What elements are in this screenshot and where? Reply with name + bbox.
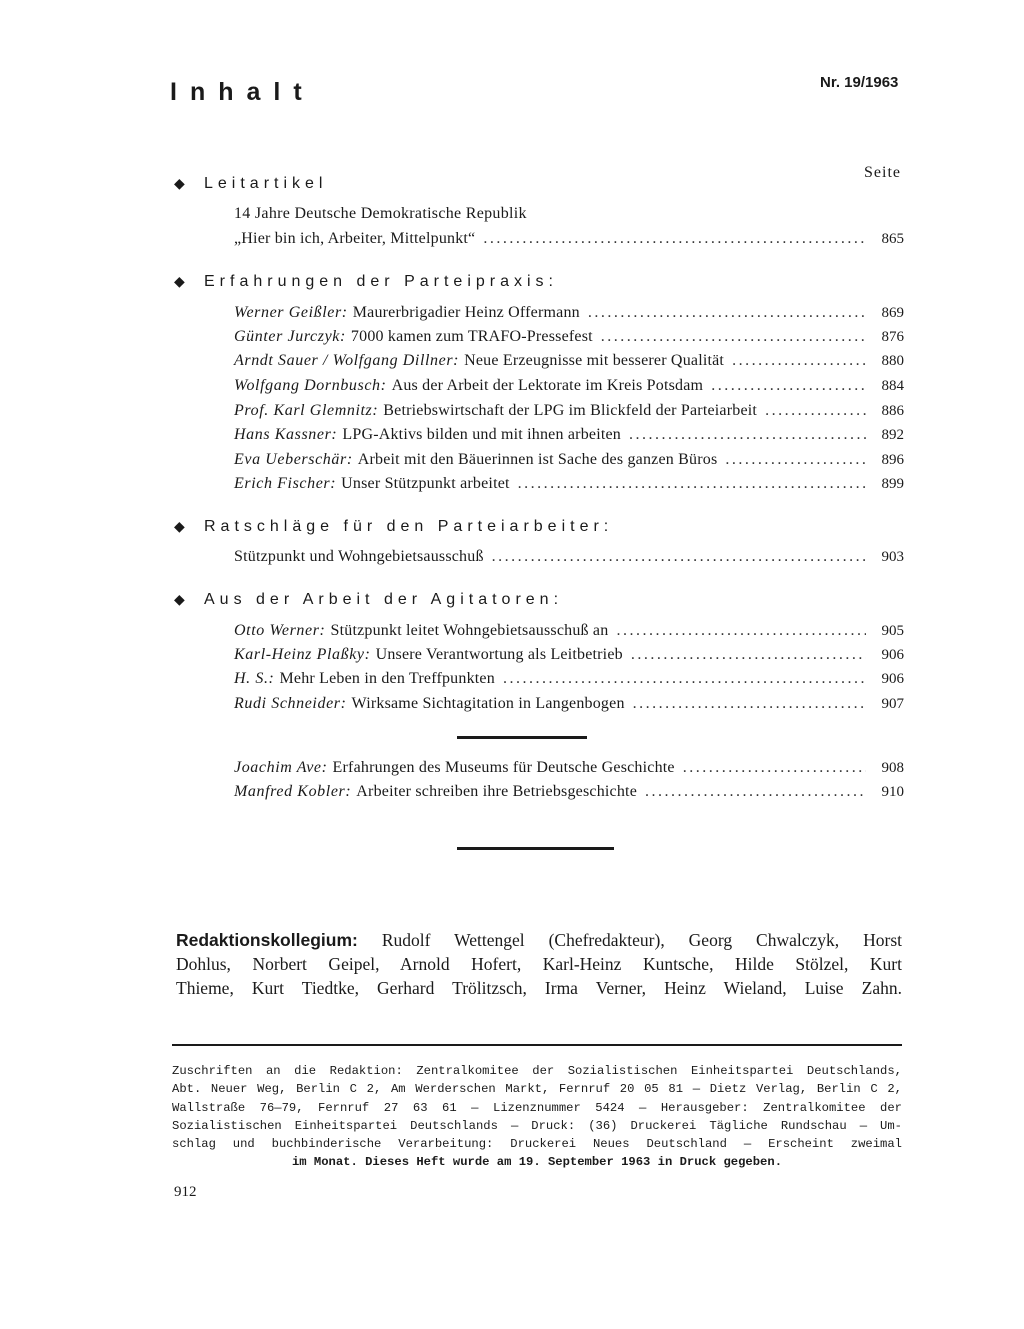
toc-entry [234,695,904,717]
dot-leader [683,759,866,777]
imprint-line: Abt. Neuer Weg, Berlin C 2, Am Werderschen Markt, Fernruf 20 05 81 — Dietz Verlag, Berlin C 2, [172,1082,902,1097]
editorial-board-label: Redaktionskollegium: [176,930,358,950]
section-heading-agitatoren: ◆ Aus der Arbeit der Agitatoren: [174,591,564,608]
entry-author: Günter Jurczyk: [234,328,346,345]
entry-title: Betriebswirtschaft der LPG im Blickfeld der Parteiarbeit [383,402,758,419]
dot-leader [633,695,866,713]
toc-entry [234,759,904,781]
diamond-bullet-icon: ◆ [174,591,185,607]
entry-page: 892 [881,427,904,443]
entry-author: Joachim Ave: [234,759,328,776]
imprint-line: Wallstraße 76—79, Fernruf 27 63 61 — Lizenznummer 5424 — Herausgeber: Zentralkomitee der [172,1100,902,1115]
entry-title: Arbeiter schreiben ihre Betriebsgeschichte [356,783,638,800]
entry-title: Erfahrungen des Museums für Deutsche Geschichte [332,759,675,776]
entry-author: H. S.: [234,670,275,687]
editorial-board [176,928,902,1000]
toc-entry [234,352,904,374]
imprint [172,1062,902,1172]
entry-author: Eva Ueberschär: [234,451,353,468]
toc-entry [234,328,904,350]
dot-leader [765,402,866,420]
imprint-rule [172,1044,902,1046]
imprint-line: schlag und buchbinderische Verarbeitung: Druckerei Neues Deutschland — Erscheint zweimal [172,1137,902,1152]
entry-title: Stützpunkt und Wohngebietsausschuß [234,548,484,565]
entry-title: Wirksame Sichtagitation in Langenbogen [351,695,625,712]
content-divider [457,847,614,850]
diamond-bullet-icon: ◆ [174,518,185,534]
section-heading-leitartikel: ◆ Leitartikel [174,175,328,192]
entry-author: Rudi Schneider: [234,695,347,712]
entry-title: Unsere Verantwortung als Leitbetrieb [375,646,623,663]
toc-entry [234,377,904,399]
toc-entry [234,622,904,644]
entry-page: 869 [881,305,904,321]
imprint-line: Zuschriften an die Redaktion: Zentralkomitee der Sozialistischen Einheitspartei Deutschlands, [172,1064,902,1078]
toc-entry [234,783,904,805]
entry-author: Hans Kassner: [234,426,338,443]
page-column-label: Seite [864,164,901,181]
toc-entry [234,548,904,570]
dot-leader [492,548,866,566]
entry-page: 903 [881,549,904,565]
entry-title: „Hier bin ich, Arbeiter, Mittelpunkt“ [234,230,476,247]
entry-page: 907 [881,696,904,712]
dot-leader [483,230,866,248]
entry-title: Arbeit mit den Bäuerinnen ist Sache des ganzen Büros [357,451,718,468]
entry-author: Erich Fischer: [234,475,337,492]
dot-leader [518,475,866,493]
toc-entry [234,475,904,497]
entry-page: 908 [881,760,904,776]
editorial-board-line: Thieme, Kurt Tiedtke, Gerhard Trölitzsch, Irma Verner, Heinz Wieland, Luise Zahn. [176,978,902,998]
entry-page: 880 [881,353,904,369]
dot-leader [711,377,866,395]
dot-leader [631,646,866,664]
entry-author: Prof. Karl Glemnitz: [234,402,379,419]
entry-title: Mehr Leben in den Treffpunkten [279,670,495,687]
entry-page: 910 [881,784,904,800]
imprint-line: Sozialistischen Einheitspartei Deutschlands — Druck: (36) Druckerei Tägliche Rundschau — Um- [172,1118,902,1133]
dot-leader [629,426,866,444]
section-heading-ratschlaege: ◆ Ratschläge für den Parteiarbeiter: [174,518,614,535]
page-title: Inhalt [170,78,315,106]
entry-title: Neue Erzeugnisse mit besserer Qualität [464,352,725,369]
section-divider [457,736,587,739]
entry-title: Stützpunkt leitet Wohngebietsausschuß an [330,622,609,639]
dot-leader [732,352,866,370]
entry-page: 876 [881,329,904,345]
dot-leader [588,304,866,322]
entry-page: 896 [881,452,904,468]
entry-title: Aus der Arbeit der Lektorate im Kreis Potsdam [391,377,704,394]
entry-title: Maurerbrigadier Heinz Offermann [352,304,580,321]
toc-entry [234,426,904,448]
entry-page: 906 [881,647,904,663]
entry-page: 906 [881,671,904,687]
dot-leader [616,622,866,640]
page-number: 912 [174,1184,197,1200]
dot-leader [503,670,866,688]
toc-entry [234,402,904,424]
imprint-line: im Monat. Dieses Heft wurde am 19. September 1963 in Druck gegeben. [291,1155,783,1170]
entry-page: 886 [881,403,904,419]
toc-entry [234,646,904,668]
entry-author: Otto Werner: [234,622,326,639]
entry-page: 865 [881,231,904,247]
toc-entry [234,230,904,252]
issue-number: Nr. 19/1963 [820,74,899,91]
entry-author: Manfred Kobler: [234,783,352,800]
toc-subtitle: 14 Jahre Deutsche Demokratische Republik [234,205,527,222]
entry-author: Arndt Sauer / Wolfgang Dillner: [234,352,460,369]
dot-leader [645,783,866,801]
diamond-bullet-icon: ◆ [174,273,185,289]
toc-entry [234,670,904,692]
toc-entry [234,304,904,326]
entry-page: 899 [881,476,904,492]
section-heading-parteipraxis: ◆ Erfahrungen der Parteipraxis: [174,273,558,290]
entry-author: Karl-Heinz Plaßky: [234,646,371,663]
entry-author: Wolfgang Dornbusch: [234,377,387,394]
entry-page: 884 [881,378,904,394]
dot-leader [725,451,866,469]
entry-title: LPG-Aktivs bilden und mit ihnen arbeiten [342,426,621,443]
editorial-board-line: Dohlus, Norbert Geipel, Arnold Hofert, Karl-Heinz Kuntsche, Hilde Stölzel, Kurt [176,954,902,974]
editorial-board-line: Redaktionskollegium: Rudolf Wettengel (Chefredakteur), Georg Chwalczyk, Horst [176,930,903,950]
toc-entry [234,451,904,473]
entry-author: Werner Geißler: [234,304,348,321]
diamond-bullet-icon: ◆ [174,175,185,191]
dot-leader [601,328,866,346]
entry-title: 7000 kamen zum TRAFO-Pressefest [350,328,593,345]
entry-page: 905 [881,623,904,639]
entry-title: Unser Stützpunkt arbeitet [341,475,510,492]
